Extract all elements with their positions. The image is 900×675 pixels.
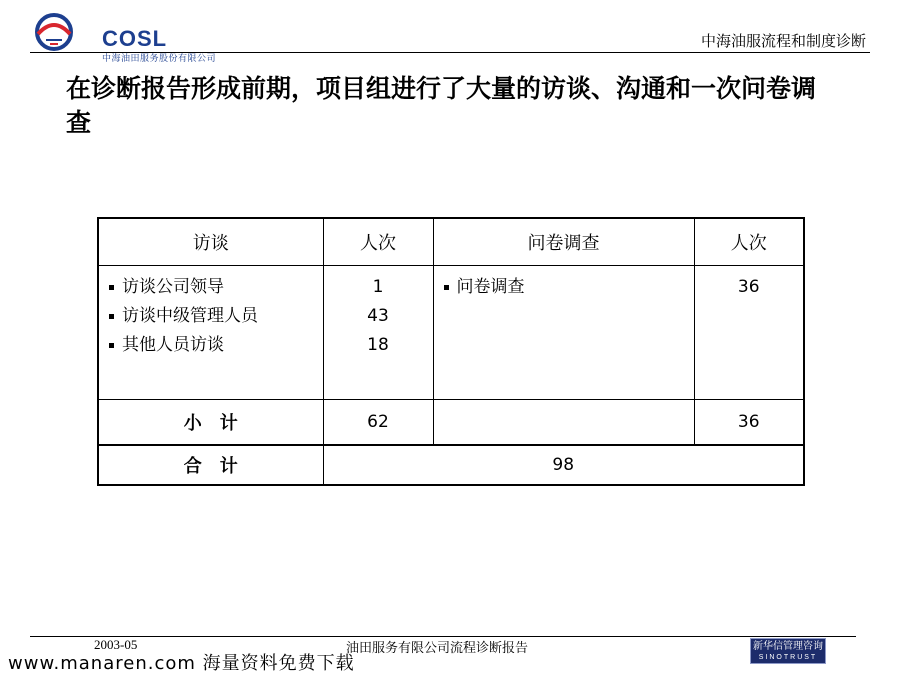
survey-counts-cell — [694, 266, 804, 400]
logo-subtitle: 中海油田服务股份有限公司 — [102, 54, 217, 64]
slide-title: 在诊断报告形成前期，项目组进行了大量的访谈、沟通和一次问卷调查 — [66, 74, 817, 137]
survey-list — [434, 266, 694, 302]
sinotrust-badge — [750, 638, 826, 664]
survey-count: 36 — [737, 277, 760, 297]
header-interview: 访谈 — [98, 218, 323, 266]
interview-counts-cell — [323, 266, 433, 400]
cosl-emblem-icon — [32, 12, 92, 54]
subtotal-survey: 36 — [694, 400, 804, 446]
list-item: 其他人员访谈 — [109, 331, 323, 360]
interview-count: 1 — [372, 277, 384, 297]
list-item: 访谈中级管理人员 — [109, 302, 323, 331]
footer-website-link[interactable]: www.manaren.com 海量资料免费下载 — [8, 653, 355, 674]
company-logo — [32, 12, 217, 64]
interview-survey-table — [97, 217, 805, 486]
footer-report-name: 油田服务有限公司流程诊断报告 — [346, 641, 529, 656]
total-row — [98, 445, 804, 485]
interview-count: 43 — [367, 306, 389, 326]
header-interview-count: 人次 — [323, 218, 433, 266]
badge-en-text: SINOTRUST — [758, 654, 818, 661]
header-title: 中海油服流程和制度诊断 — [700, 32, 866, 50]
footer-date: 2003-05 — [94, 637, 138, 652]
interview-count: 18 — [367, 335, 389, 355]
header-survey-count: 人次 — [694, 218, 804, 266]
survey-items-cell — [433, 266, 694, 400]
header-divider — [30, 52, 870, 53]
interview-items-cell — [98, 266, 323, 400]
subtotal-empty — [433, 400, 694, 446]
list-item: 访谈公司领导 — [109, 273, 323, 302]
header-survey: 问卷调查 — [433, 218, 694, 266]
total-label: 合 计 — [98, 445, 323, 485]
total-value: 98 — [323, 445, 804, 485]
badge-cn-text: 新华信管理咨询 — [753, 641, 823, 652]
logo-wordmark: COSL — [102, 26, 168, 51]
table-header-row — [98, 218, 804, 266]
subtotal-row — [98, 400, 804, 446]
list-item: 问卷调查 — [444, 273, 694, 302]
subtotal-label: 小 计 — [98, 400, 323, 446]
table-row — [98, 266, 804, 400]
interview-list — [99, 266, 323, 360]
subtotal-interview: 62 — [323, 400, 433, 446]
